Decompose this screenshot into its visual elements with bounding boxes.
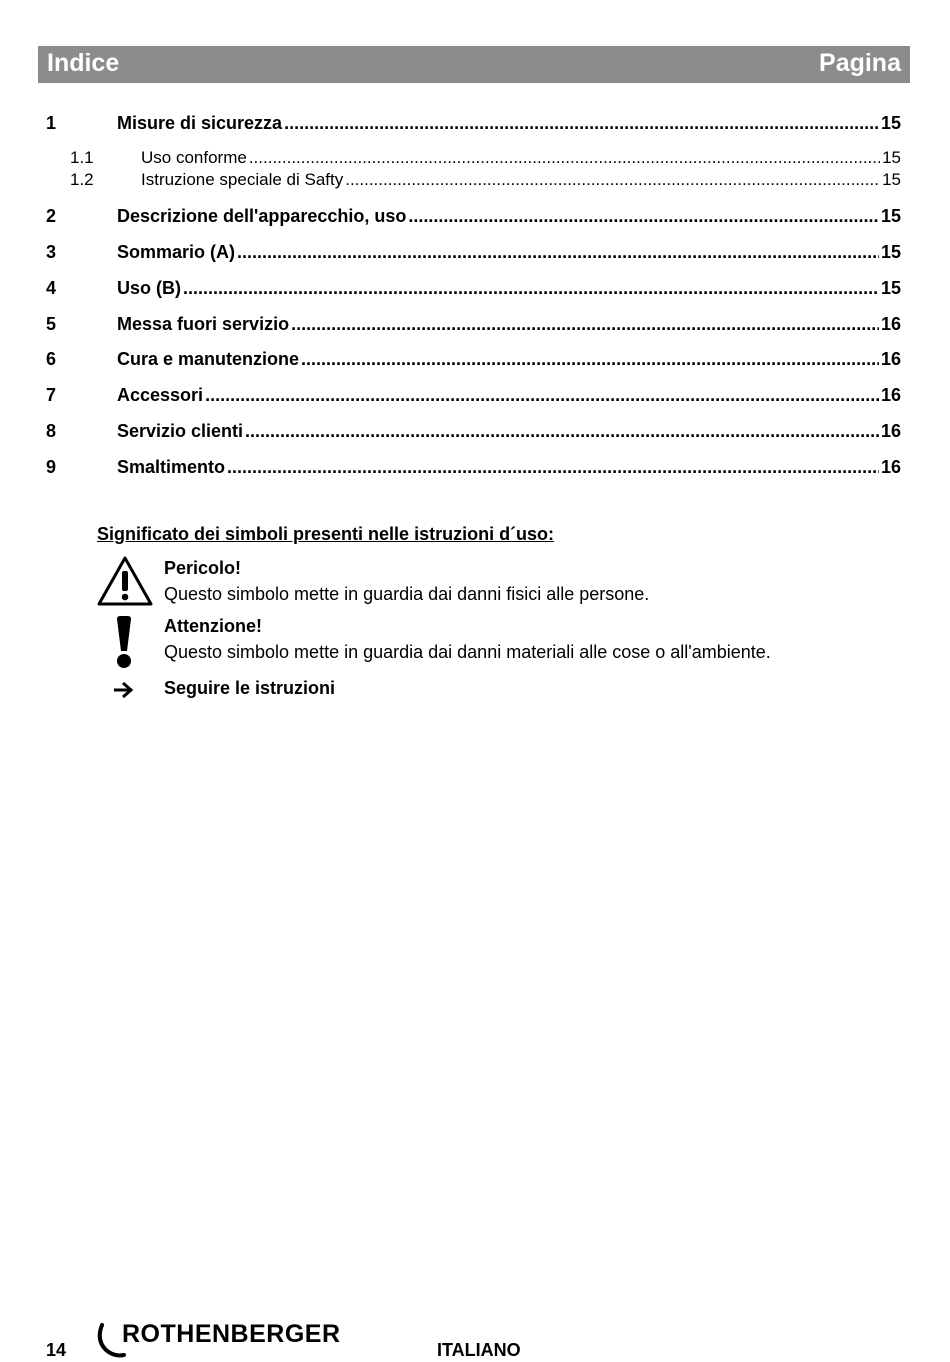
language-label: ITALIANO	[437, 1340, 521, 1360]
toc-entry-page: 16	[880, 421, 901, 441]
toc-entry-number: 8	[46, 421, 57, 441]
attention-legend-item	[164, 613, 771, 665]
toc-entry-title: Servizio clienti	[117, 421, 244, 441]
toc-entry[interactable]	[46, 313, 901, 335]
toc-entry-page: 15	[882, 148, 901, 167]
toc-entry-number: 7	[46, 385, 57, 405]
toc-entry-number: 5	[46, 314, 57, 334]
toc-entry-title: Descrizione dell'apparecchio, uso	[117, 206, 407, 226]
danger-title: Pericolo!	[164, 558, 242, 578]
rothenberger-logo	[96, 1320, 356, 1360]
toc-entry-number: 9	[46, 457, 57, 477]
toc-entry-number: 1.2	[70, 170, 94, 189]
follow-legend-item	[164, 675, 335, 701]
toc-entry-number: 6	[46, 349, 57, 369]
toc-entry-title: Messa fuori servizio	[117, 314, 290, 334]
toc-entry[interactable]	[46, 348, 901, 370]
symbols-legend-title: Significato dei simboli presenti nelle istruzioni d´uso:	[97, 524, 555, 544]
toc-entry-number: 1.1	[70, 148, 94, 167]
toc-entry[interactable]	[46, 241, 901, 263]
toc-entry-number: 2	[46, 206, 57, 226]
toc-entry[interactable]	[46, 384, 901, 406]
toc-entry-title: Smaltimento	[117, 457, 226, 477]
toc-entry-page: 15	[880, 206, 901, 226]
toc-entry-page: 16	[880, 457, 901, 477]
brand-name: ROTHENBERGER	[122, 1320, 341, 1348]
toc-entry-page: 15	[880, 278, 901, 298]
arrow-right-icon	[112, 680, 136, 700]
toc-entry[interactable]	[46, 456, 901, 478]
attention-title: Attenzione!	[164, 616, 262, 636]
attention-text: Questo simbolo mette in guardia dai danni materiali alle cose o all'ambiente.	[164, 642, 771, 662]
toc-entry-title: Accessori	[117, 385, 204, 405]
toc-entry[interactable]	[46, 205, 901, 227]
toc-entry-title: Misure di sicurezza	[117, 113, 283, 133]
toc-entry-page: 15	[880, 113, 901, 133]
exclamation-icon	[114, 615, 134, 669]
toc-subentry[interactable]	[46, 169, 901, 191]
danger-text: Questo simbolo mette in guardia dai danni fisici alle persone.	[164, 584, 650, 604]
toc-entry-title: Cura e manutenzione	[117, 349, 300, 369]
index-title: Indice	[47, 49, 120, 77]
toc-entry-page: 15	[880, 242, 901, 262]
toc-entry-page: 15	[882, 170, 901, 189]
toc-entry-number: 3	[46, 242, 57, 262]
warning-triangle-icon	[96, 555, 154, 607]
index-header-bar	[38, 46, 910, 83]
toc-subentry[interactable]	[46, 147, 901, 169]
toc-entry-title: Uso (B)	[117, 278, 181, 298]
toc-entry-title: Istruzione speciale di Safty	[141, 170, 344, 189]
toc-entry[interactable]	[46, 420, 901, 442]
toc-entry-title: Uso conforme	[141, 148, 247, 167]
page-number: 14	[46, 1340, 67, 1360]
toc-entry-page: 16	[880, 349, 901, 369]
follow-title: Seguire le istruzioni	[164, 678, 336, 698]
toc-entry-page: 16	[880, 385, 901, 405]
danger-legend-item	[164, 555, 649, 607]
toc-entry-number: 4	[46, 278, 57, 298]
toc-entry[interactable]	[46, 112, 901, 134]
toc-entry[interactable]	[46, 277, 901, 299]
page-column-title: Pagina	[819, 49, 901, 77]
toc-entry-number: 1	[46, 113, 57, 133]
toc-entry-title: Sommario (A)	[117, 242, 236, 262]
toc-entry-page: 16	[880, 314, 901, 334]
